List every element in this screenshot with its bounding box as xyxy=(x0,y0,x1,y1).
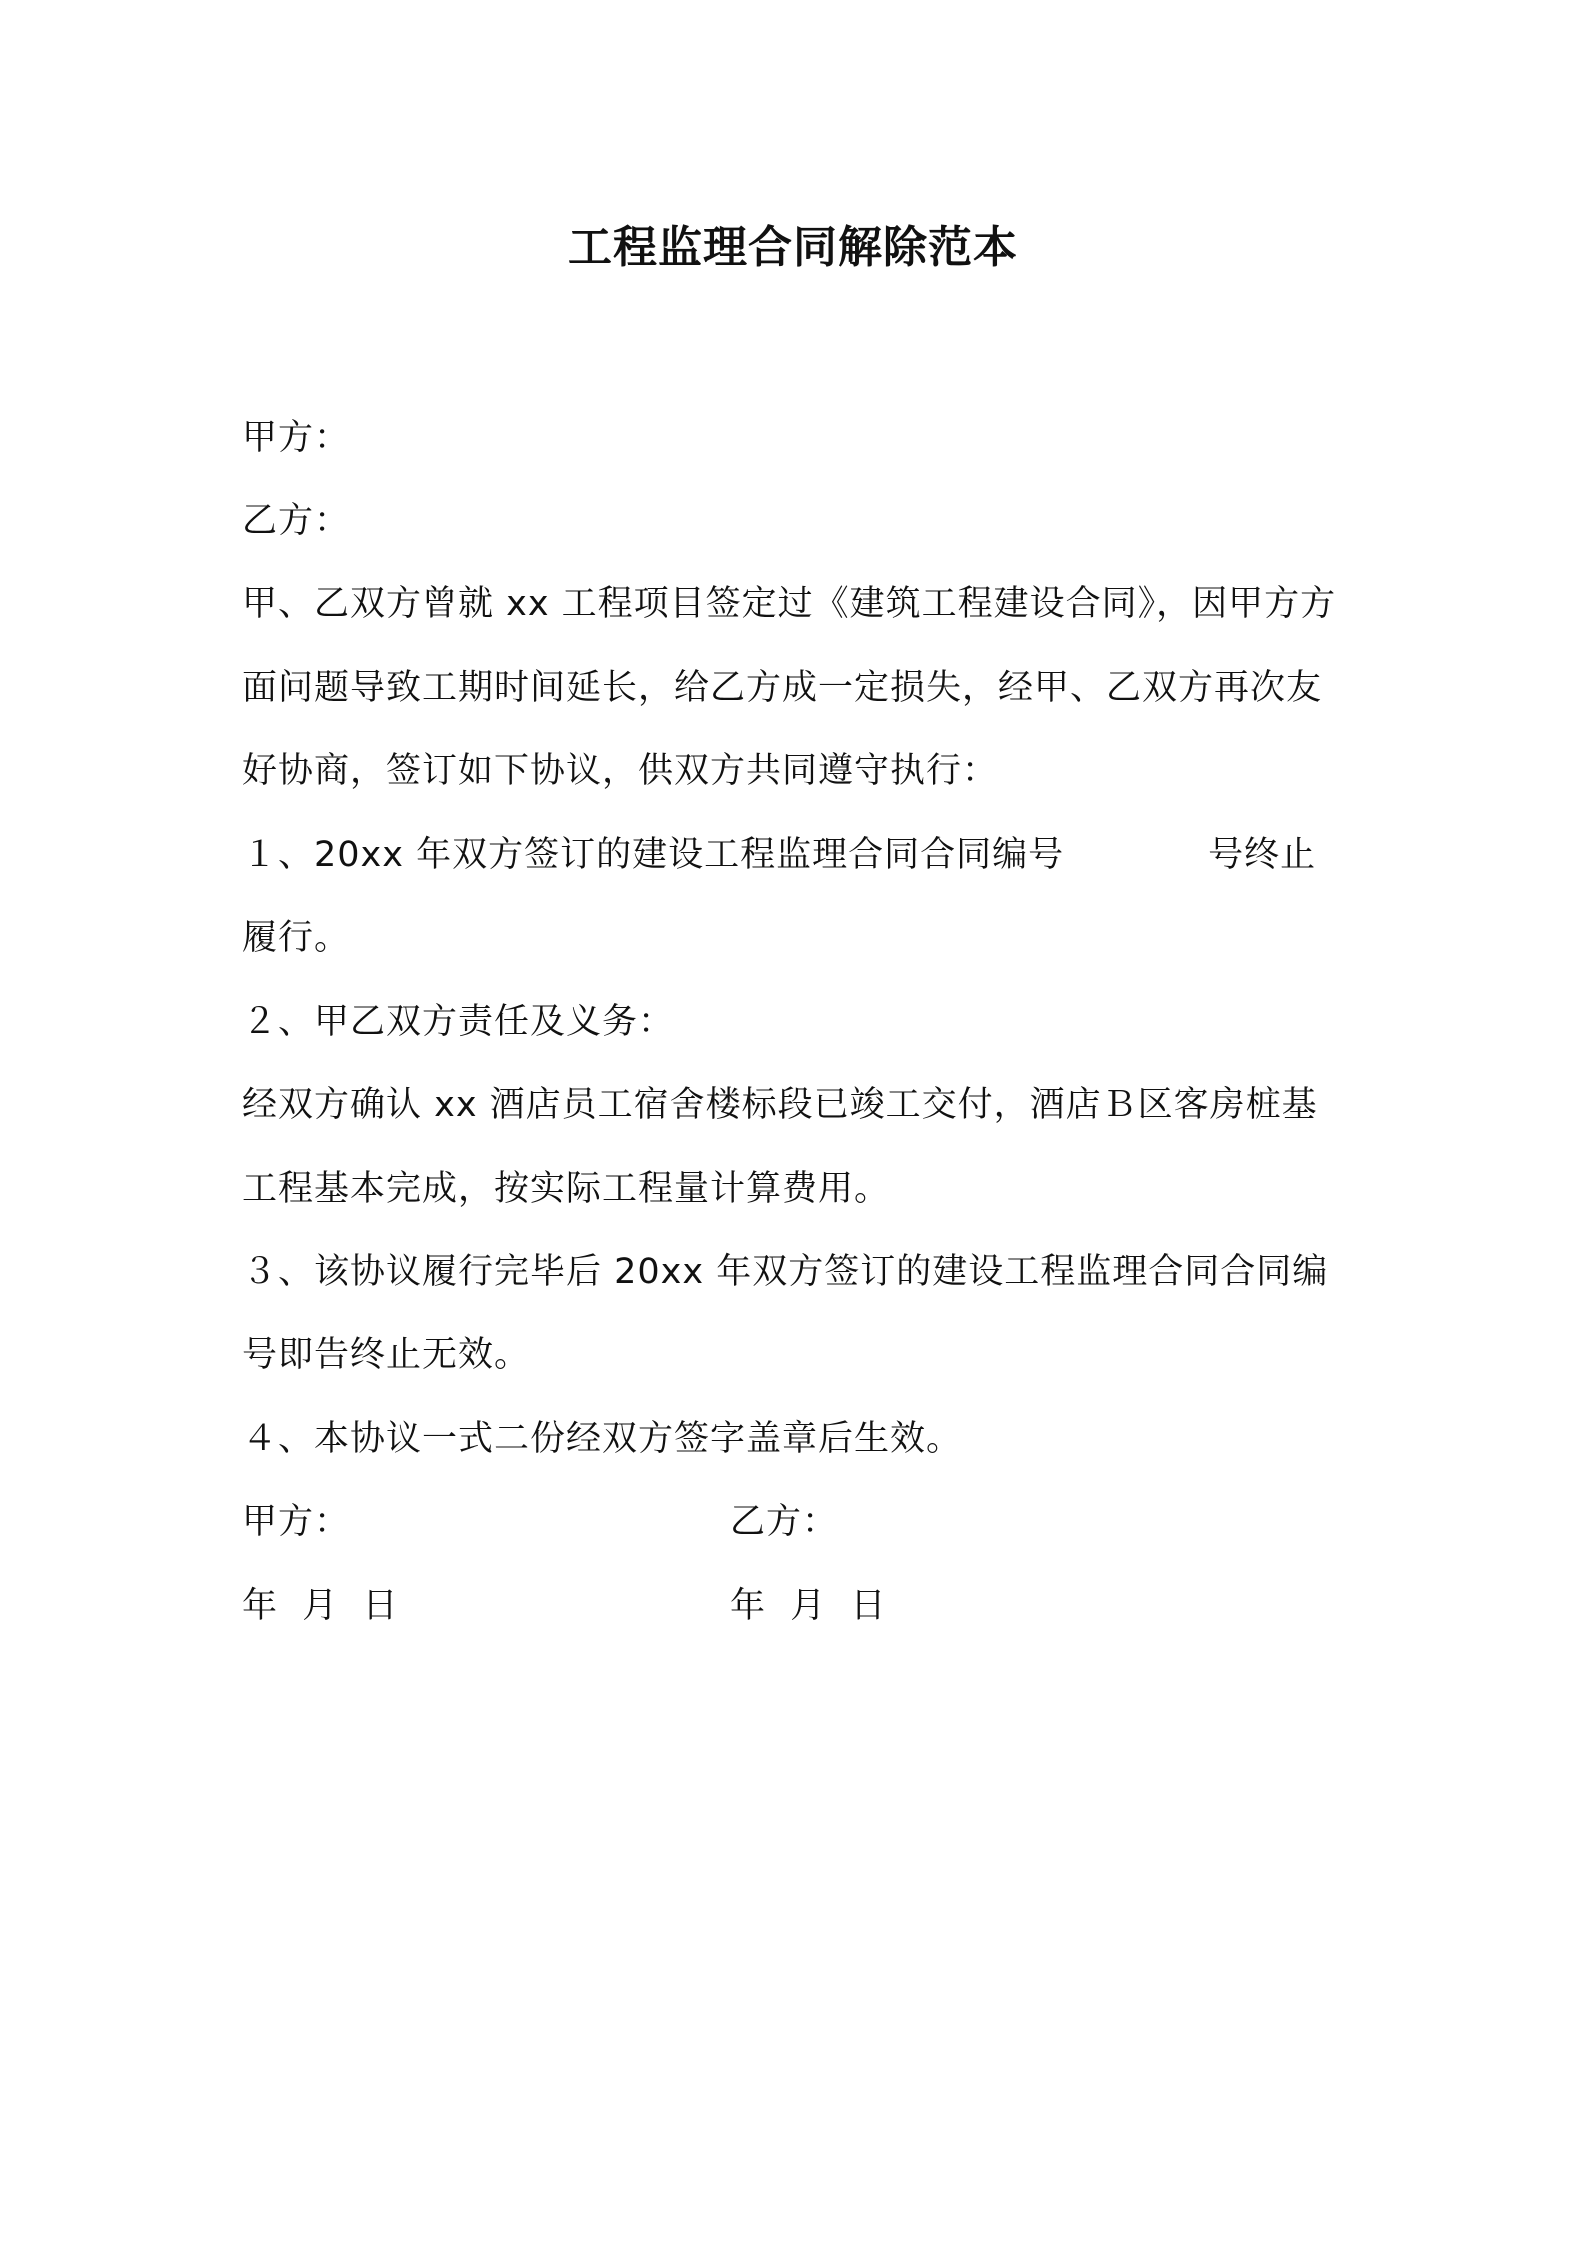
clause-2-title: ２、甲乙双方责任及义务： xyxy=(242,1002,675,1042)
clause-3-line-2: 号即告终止无效。 xyxy=(242,1335,531,1375)
clause-1-line-1 xyxy=(242,831,1362,879)
clause-1-text-end: 号终止 xyxy=(1208,835,1317,875)
clause-3-line-1: ３、该协议履行完毕后 20xx 年双方签订的建设工程监理合同合同编 xyxy=(242,1252,1329,1292)
intro-line-1: 甲、乙双方曾就 xx 工程项目签定过《建筑工程建设合同》，因甲方方 xyxy=(242,584,1337,624)
intro-line-3: 好协商，签订如下协议，供双方共同遵守执行： xyxy=(242,751,999,791)
clause-4: ４、本协议一式二份经双方签字盖章后生效。 xyxy=(242,1419,963,1459)
intro-line-2: 面问题导致工期时间延长，给乙方成一定损失，经甲、乙双方再次友 xyxy=(242,668,1323,708)
signature-date-b: 年 月 日 xyxy=(730,1586,887,1626)
party-a-label: 甲方： xyxy=(242,418,351,458)
clause-2-line-2: 工程基本完成，按实际工程量计算费用。 xyxy=(242,1169,891,1209)
clause-2-line-1: 经双方确认 xx 酒店员工宿舍楼标段已竣工交付，酒店Ｂ区客房桩基 xyxy=(242,1085,1318,1125)
clause-1-line-2: 履行。 xyxy=(242,918,351,958)
signature-party-b: 乙方： xyxy=(730,1502,839,1542)
clause-1-text: １、20xx 年双方签订的建设工程监理合同合同编号 xyxy=(242,835,1065,875)
signature-party-a: 甲方： xyxy=(242,1502,351,1542)
party-b-label: 乙方： xyxy=(242,501,351,541)
signature-date-a: 年 月 日 xyxy=(242,1586,399,1626)
document-title: 工程监理合同解除范本 xyxy=(568,222,1018,273)
